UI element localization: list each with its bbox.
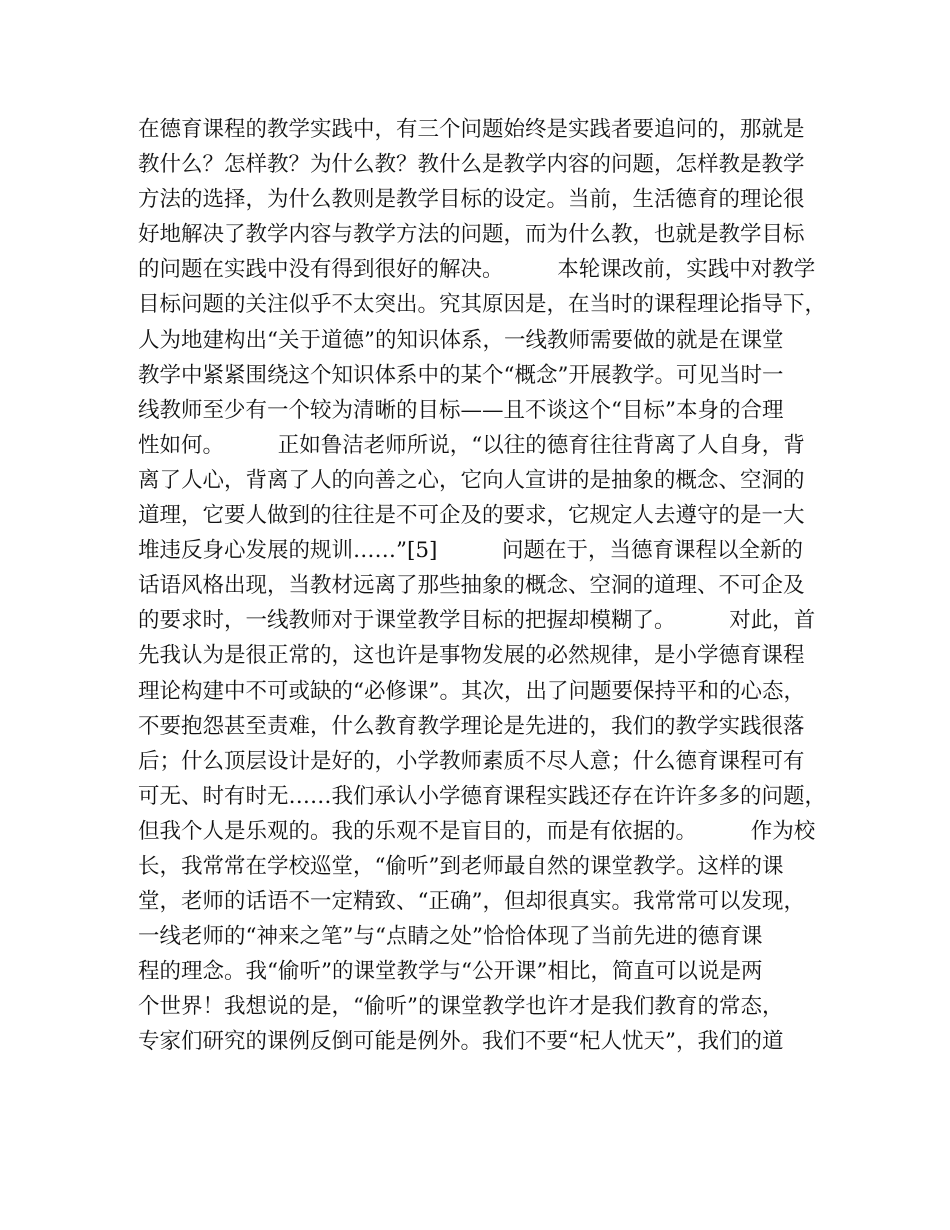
text-line: 好地解决了教学内容与教学方法的问题，而为什么教，也就是教学目标 [138, 222, 805, 248]
text-line: 后；什么顶层设计是好的，小学教师素质不尽人意；什么德育课程可有 [138, 748, 805, 774]
text-line: 堂，老师的话语不一定精致、“正确”，但却很真实。我常常可以发现， [138, 889, 805, 915]
text-line: 在德育课程的教学实践中，有三个问题始终是实践者要追问的，那就是 [138, 117, 805, 142]
text-line: 长，我常常在学校巡堂，“偷听”到老师最自然的课堂教学。这样的课 [138, 853, 784, 879]
text-line: 话语风格出现，当教材远离了那些抽象的概念、空洞的道理、不可企及 [138, 573, 805, 599]
text-line: 个世界！我想说的是，“偷听”的课堂教学也许才是我们教育的常态， [138, 994, 784, 1020]
text-line: 教学中紧紧围绕这个知识体系中的某个“概念”开展教学。可见当时一 [138, 362, 784, 388]
text-line: 先我认为是很正常的，这也许是事物发展的必然规律，是小学德育课程 [138, 643, 805, 669]
text-line: 堆违反身心发展的规训……”[5] 问题在于，当德育课程以全新的 [138, 538, 803, 564]
body-text [138, 112, 828, 1060]
text-line: 方法的选择，为什么教则是教学目标的设定。当前，生活德育的理论很 [138, 187, 805, 213]
text-line: 程的理念。我“偷听”的课堂教学与“公开课”相比，简直可以说是两 [138, 959, 763, 985]
text-line: 不要抱怨甚至责难，什么教育教学理论是先进的，我们的教学实践很落 [138, 713, 805, 739]
text-line: 道理，它要人做到的往往是不可企及的要求，它规定人去遵守的是一大 [138, 503, 805, 529]
text-line: 离了人心，背离了人的向善之心，它向人宣讲的是抽象的概念、空洞的 [138, 467, 805, 493]
text-line: 专家们研究的课例反倒可能是例外。我们不要“杞人忧天”，我们的道 [138, 1029, 784, 1055]
text-line: 理论构建中不可或缺的“必修课”。其次，出了问题要保持平和的心态， [138, 678, 805, 704]
text-line: 线教师至少有一个较为清晰的目标——且不谈这个“目标”本身的合理 [138, 397, 784, 423]
text-line: 的要求时，一线教师对于课堂教学目标的把握却模糊了。 对此，首 [138, 608, 816, 634]
text-line: 的问题在实践中没有得到很好的解决。 本轮课改前，实践中对教学 [138, 257, 816, 283]
text-line: 但我个人是乐观的。我的乐观不是盲目的，而是有依据的。 作为校 [138, 818, 816, 844]
text-line: 教什么？怎样教？为什么教？教什么是教学内容的问题，怎样教是教学 [138, 152, 805, 178]
text-line: 人为地建构出“关于道德”的知识体系，一线教师需要做的就是在课堂 [138, 327, 784, 353]
text-line: 可无、时有时无……我们承认小学德育课程实践还存在许许多多的问题， [138, 783, 827, 809]
text-line: 性如何。 正如鲁洁老师所说，“以往的德育往往背离了人自身，背 [138, 432, 805, 458]
text-line: 目标问题的关注似乎不太突出。究其原因是，在当时的课程理论指导下， [138, 292, 827, 318]
text-line: 一线老师的“神来之笔”与“点睛之处”恰恰体现了当前先进的德育课 [138, 924, 763, 950]
